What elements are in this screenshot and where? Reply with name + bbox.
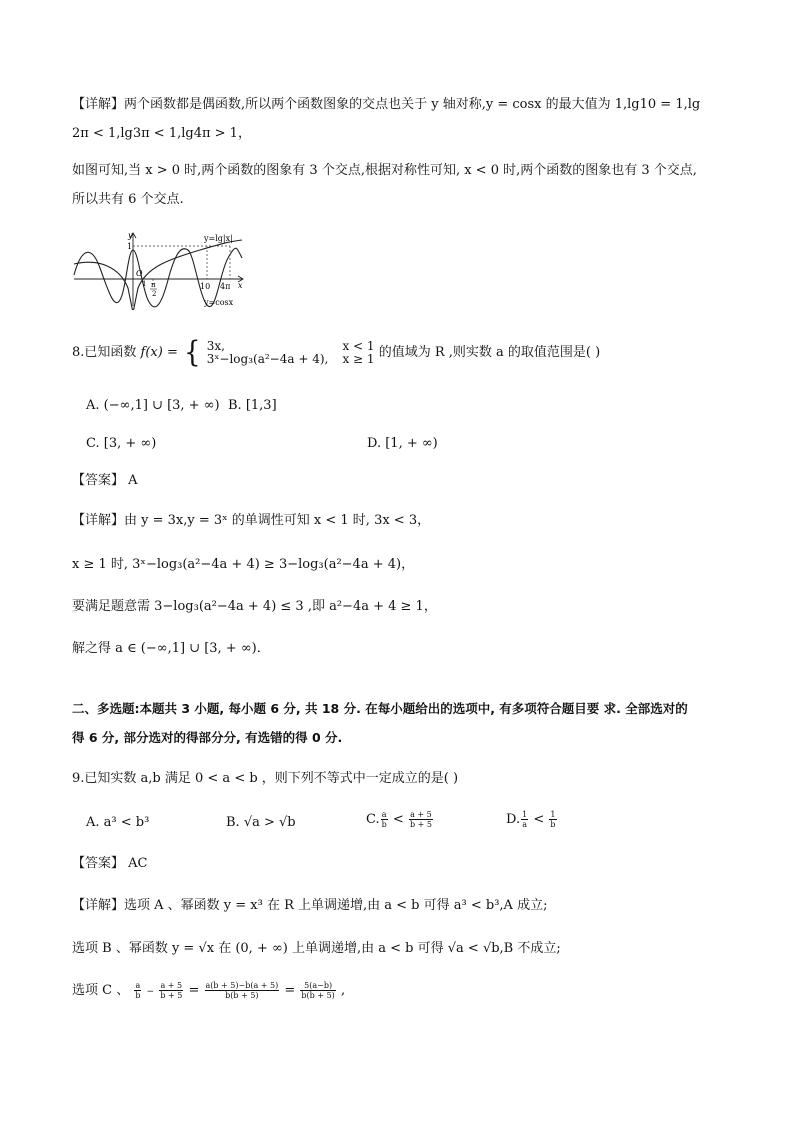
detail-line-3: 如图可知,当 x > 0 时,两个函数的图象有 3 个交点,根据对称性可知, x < 0 时,两个函数的图象也有 3 个交点, bbox=[72, 163, 697, 178]
q9-detail-2: 选项 B 、幂函数 y = √x 在 (0, + ∞) 上单调递增,由 a < b 可得 √a < √b,B 不成立; bbox=[72, 941, 561, 956]
q9-option-d-prefix: D. bbox=[506, 812, 521, 827]
denominator: b bbox=[135, 991, 141, 1000]
q9-detail-1: 【详解】选项 A 、幂函数 y = x³ 在 R 上单调递增,由 a < b 可得 a³ < b³,A 成立; bbox=[72, 898, 548, 913]
function-graph-figure bbox=[70, 228, 250, 310]
label-one-y: 1 bbox=[127, 242, 133, 251]
q8-answer: 【答案】 A bbox=[72, 473, 138, 488]
label-y: y bbox=[128, 231, 133, 240]
detail-line-2: 2π < 1,lg3π < 1,lg4π > 1， bbox=[72, 126, 251, 141]
denominator: b + 5 bbox=[409, 820, 432, 829]
denominator: a bbox=[522, 820, 528, 829]
denominator: b bbox=[550, 820, 556, 829]
denominator: b(b + 5) bbox=[301, 991, 335, 1000]
q8-cond-2: x ≥ 1 bbox=[342, 351, 375, 366]
q8-stem bbox=[72, 338, 600, 368]
q8-option-a: A. (−∞,1] ∪ [3, + ∞) bbox=[86, 398, 220, 413]
detail-line-1: 【详解】两个函数都是偶函数,所以两个函数图象的交点也关于 y 轴对称,y = cosx 的最大值为 1,lg10 = 1,lg bbox=[72, 97, 701, 112]
label-tick-1: 1 bbox=[142, 280, 147, 288]
q9-answer: 【答案】 AC bbox=[72, 856, 148, 871]
fraction bbox=[549, 810, 556, 829]
numerator: a bbox=[135, 981, 141, 990]
q8-piece-2: 3ˣ−log₃(a²−4a + 4), bbox=[206, 351, 329, 366]
q8-option-d: D. [1, + ∞) bbox=[367, 436, 438, 451]
label-origin: O bbox=[136, 269, 143, 278]
label-cos: y=cosx bbox=[204, 298, 234, 307]
numerator: 5(a−b) bbox=[300, 981, 335, 991]
fraction bbox=[381, 810, 388, 829]
q9-detail-3-prefix: 选项 C 、 bbox=[72, 983, 130, 998]
fraction bbox=[409, 810, 433, 829]
fraction bbox=[521, 810, 528, 829]
q9-option-c bbox=[366, 810, 434, 829]
fraction bbox=[134, 981, 141, 1000]
q9-option-a: A. a³ < b³ bbox=[86, 815, 150, 830]
label-log: y=lg|x| bbox=[204, 234, 233, 243]
denominator: b bbox=[381, 820, 387, 829]
q8-detail-2: x ≥ 1 时, 3ˣ−log₃(a²−4a + 4) ≥ 3−log₃(a²−4a + 4)， bbox=[72, 557, 415, 572]
q8-detail-4: 解之得 a ∈ (−∞,1] ∪ [3, + ∞)． bbox=[72, 641, 270, 656]
numerator: 1 bbox=[522, 810, 528, 819]
comma: , bbox=[340, 983, 346, 998]
label-x: x bbox=[238, 281, 243, 290]
fraction bbox=[300, 981, 335, 1000]
section-2-heading-line-2: 得 6 分, 部分选对的得部分分, 有选错的得 0 分. bbox=[72, 730, 343, 745]
label-pi: π bbox=[151, 281, 156, 289]
denominator: b + 5 bbox=[160, 991, 183, 1000]
q8-prefix: 8.已知函数 bbox=[72, 345, 137, 360]
label-4pi: 4π bbox=[220, 282, 231, 291]
denominator: b(b + 5) bbox=[225, 991, 259, 1000]
numerator: a + 5 bbox=[160, 981, 183, 990]
q8-fx: f(x) = bbox=[140, 345, 178, 360]
q8-option-b: B. [1,3] bbox=[228, 398, 277, 413]
q8-piece-1: 3x, bbox=[206, 338, 225, 353]
less-than: < bbox=[392, 812, 404, 827]
label-two: 2 bbox=[152, 290, 157, 298]
q8-pieces bbox=[207, 340, 329, 366]
minus-sign: − bbox=[146, 987, 155, 997]
q9-detail-3 bbox=[72, 981, 345, 1001]
fraction bbox=[205, 981, 280, 1000]
section-2-heading-line-1: 二、多选题:本题共 3 小题, 每小题 6 分, 共 18 分. 在每小题给出的选项中, 有多项符合题目要 求. 全部选对的 bbox=[72, 701, 688, 716]
numerator: a bbox=[381, 810, 387, 819]
q9-stem: 9.已知实数 a,b 满足 0 < a < b ，则下列不等式中一定成立的是( ) bbox=[72, 771, 459, 786]
q8-conditions bbox=[342, 340, 374, 366]
less-than: < bbox=[533, 812, 545, 827]
q8-brace: { bbox=[184, 336, 201, 369]
q8-cond-1: x < 1 bbox=[342, 338, 375, 353]
numerator: 1 bbox=[550, 810, 556, 819]
detail-line-4: 所以共有 6 个交点. bbox=[72, 192, 184, 207]
q8-option-c: C. [3, + ∞) bbox=[86, 436, 157, 451]
q9-option-c-prefix: C. bbox=[366, 812, 380, 827]
equals-sign: = bbox=[284, 983, 296, 998]
equals-sign: = bbox=[188, 983, 200, 998]
q8-suffix: 的值域为 R ,则实数 a 的取值范围是( ) bbox=[378, 345, 601, 360]
fraction bbox=[159, 981, 183, 1000]
q9-option-d bbox=[506, 810, 558, 829]
q9-option-b: B. √a > √b bbox=[226, 815, 296, 830]
numerator: a + 5 bbox=[410, 810, 432, 819]
numerator: a(b + 5)−b(a + 5) bbox=[205, 981, 279, 990]
label-ten: 10 bbox=[200, 282, 211, 291]
q8-detail-3: 要满足题意需 3−log₃(a²−4a + 4) ≤ 3 ,即 a²−4a + 4 ≥ 1， bbox=[72, 599, 437, 614]
q8-detail-1: 【详解】由 y = 3x,y = 3ˣ 的单调性可知 x < 1 时, 3x < 3， bbox=[72, 513, 431, 528]
